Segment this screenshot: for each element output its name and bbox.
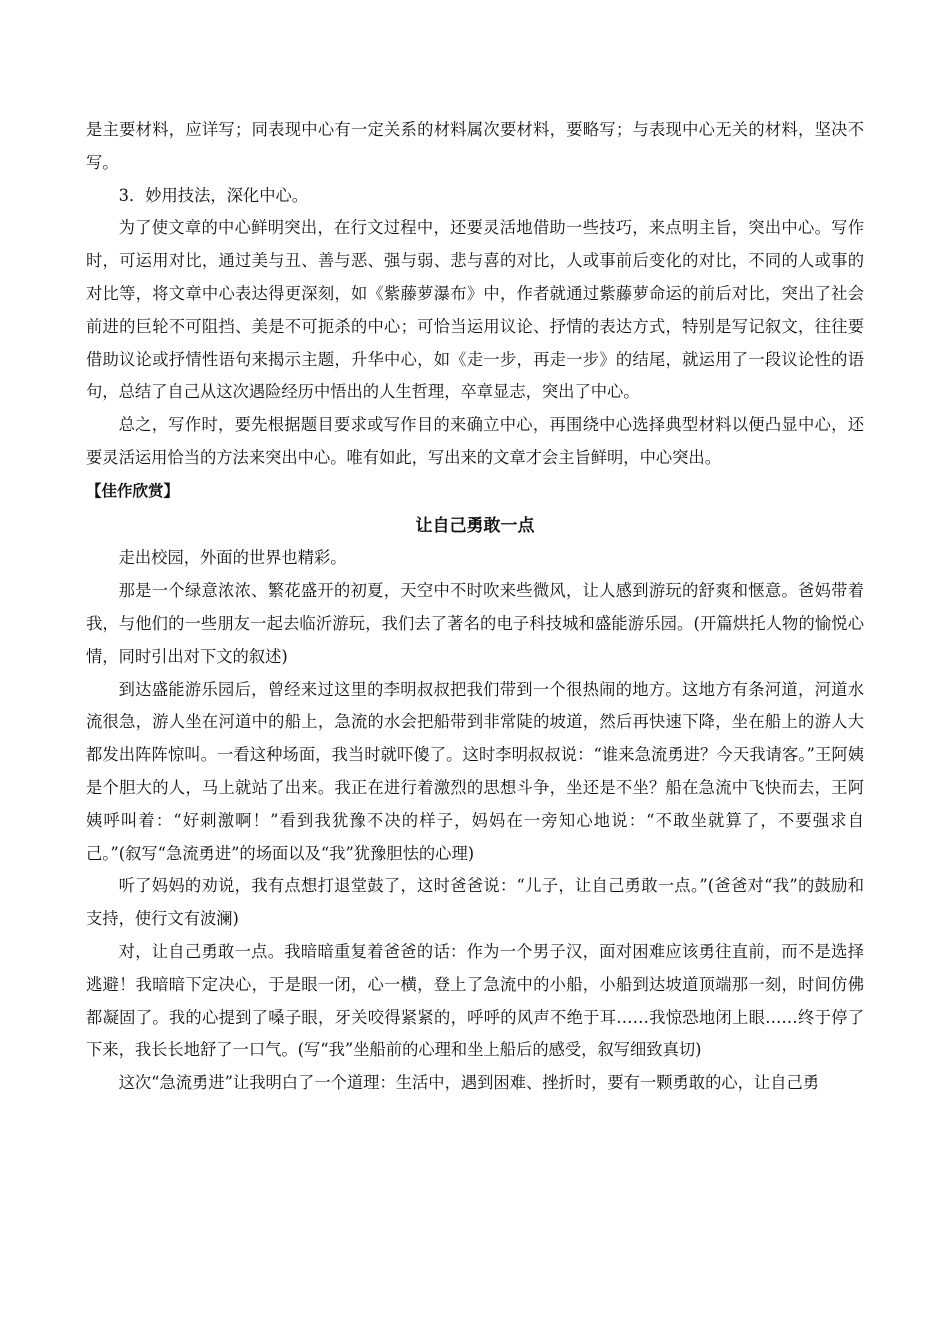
essay-paragraph: 到达盛能游乐园后，曾经来过这里的李明叔叔把我们带到一个很热闹的地方。这地方有条河道，河道水流很急，游人坐在河道中的船上，急流的水会把船带到非常陡的坡道，然后再快速下降，坐在船上的游人大都发出阵阵惊叫。一看这种场面，我当时就吓傻了。这时李明叔叔说：“谁来急流勇进？今天我请客。”王阿姨是个胆大的人，马上就站了出来。我正在进行着激烈的思想斗争，坐还是不坐？船在急流中飞快而去，王阿姨呼叫着：“好刺激啊！”看到我犹豫不决的样子，妈妈在一旁知心地说：“不敢坐就算了，不要强求自己。”(叙写“急流勇进”的场面以及“我”犹豫胆怯的心理) xyxy=(86,679,864,863)
essay-paragraph: 这次“急流勇进”让我明白了一个道理：生活中，遇到困难、挫折时，要有一颗勇敢的心，让自己勇 xyxy=(118,1073,820,1093)
essay-paragraph: 听了妈妈的劝说，我有点想打退堂鼓了，这时爸爸说：“儿子，让自己勇敢一点。”(爸爸对“我”的鼓励和支持，使行文有波澜) xyxy=(86,876,864,929)
essay-paragraph: 那是一个绿意浓浓、繁花盛开的初夏，天空中不时吹来些微风，让人感到游玩的舒爽和惬意。爸妈带着我，与他们的一些朋友一起去临沂游玩，我们去了著名的电子科技城和盛能游乐园。(开篇烘托人物的愉悦心情，同时引出对下文的叙述) xyxy=(86,581,864,666)
paragraph-subheading-3: 3．妙用技法，深化中心。 xyxy=(118,185,309,205)
paragraph-summary: 总之，写作时，要先根据题目要求或写作目的来确立中心，再围绕中心选择典型材料以便凸显中心，还要灵活运用恰当的方法来突出中心。唯有如此，写出来的文章才会主旨鲜明，中心突出。 xyxy=(86,415,864,467)
document-body xyxy=(86,114,864,1100)
essay-paragraph: 对，让自己勇敢一点。我暗暗重复着爸爸的话：作为一个男子汉，面对困难应该勇往直前，而不是选择逃避！我暗暗下定决心，于是眼一闭，心一横，登上了急流中的小船，小船到达坡道顶端那一刻，时间仿佛都凝固了。我的心提到了嗓子眼，牙关咬得紧紧的，呼呼的风声不绝于耳……我惊恐地闭上眼……终于停了下来，我长长地舒了一口气。(写“我”坐船前的心理和坐上船后的感受，叙写细致真切) xyxy=(86,941,864,1060)
paragraph-techniques: 为了使文章的中心鲜明突出，在行文过程中，还要灵活地借助一些技巧，来点明主旨，突出中心。写作时，可运用对比，通过美与丑、善与恶、强与弱、悲与喜的对比，人或事前后变化的对比，不同的人或事的对比等，将文章中心表达得更深刻，如《紫藤萝瀑布》中，作者就通过紫藤萝命运的前后对比，突出了社会前进的巨轮不可阻挡、美是不可扼杀的中心；可恰当运用议论、抒情的表达方式，特别是写记叙文，往往要借助议论或抒情性语句来揭示主题，升华中心，如《走一步，再走一步》的结尾，就运用了一段议论性的语句，总结了自己从这次遇险经历中悟出的人生哲理，卒章显志，突出了中心。 xyxy=(86,218,864,402)
essay-title: 让自己勇敢一点 xyxy=(415,515,535,536)
section-heading: 【佳作欣赏】 xyxy=(86,481,180,500)
paragraph-continued: 是主要材料，应详写；同表现中心有一定关系的材料属次要材料，要略写；与表现中心无关的材料，坚决不写。 xyxy=(86,120,864,172)
essay-paragraph: 走出校园，外面的世界也精彩。 xyxy=(118,548,347,568)
